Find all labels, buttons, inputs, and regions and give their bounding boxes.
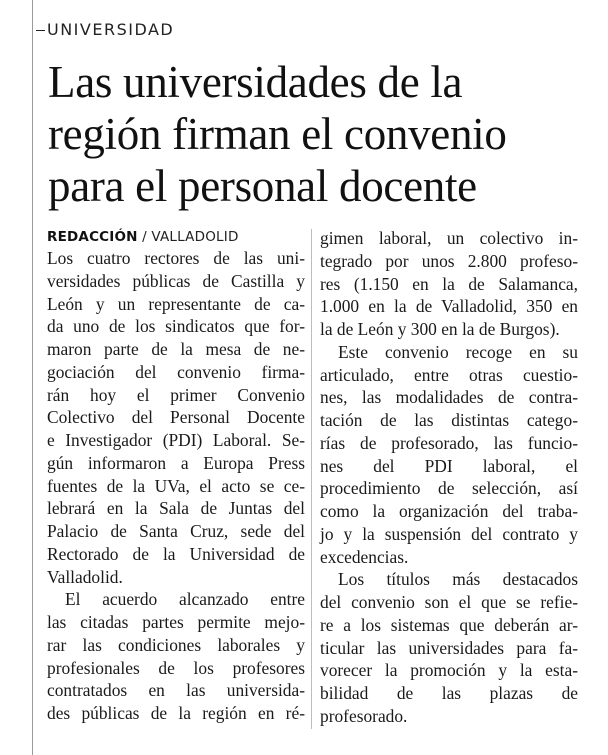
byline-author: REDACCIÓN bbox=[47, 229, 138, 245]
text-line: vorecer la promoción y la esta- bbox=[320, 660, 578, 681]
text-line: Este convenio recoge en su bbox=[338, 341, 578, 362]
text-line: bilidad de las plazas de bbox=[320, 683, 578, 703]
text-line: res (1.150 en la de Salamanca, bbox=[320, 273, 578, 294]
headline-line-2: región firman el convenio bbox=[48, 109, 507, 159]
text-line: profesorado. bbox=[320, 705, 408, 726]
text-line: profesionales de los profesores bbox=[47, 657, 305, 678]
text-line: las citadas partes permite mejo- bbox=[47, 612, 305, 632]
headline-line-1: Las universidades de la bbox=[48, 57, 463, 107]
paragraph-1 bbox=[47, 247, 305, 588]
text-line: contratados en las universida- bbox=[47, 680, 305, 701]
text-line: León y un representante de ca- bbox=[47, 293, 305, 314]
text-line: rías de profesorado, las funcio- bbox=[320, 432, 578, 453]
paragraph-4 bbox=[320, 341, 578, 569]
text-line: excedencias. bbox=[320, 546, 409, 567]
text-line: fuentes de la UVa, el acto se ce- bbox=[47, 475, 305, 496]
text-line: ticular las universidades para fa- bbox=[320, 637, 578, 658]
section-label: UNIVERSIDAD bbox=[47, 20, 175, 39]
text-line: rán hoy el primer Convenio bbox=[47, 384, 305, 405]
column-divider bbox=[311, 229, 312, 729]
paragraph-3 bbox=[320, 227, 578, 341]
text-line: procedimiento de selección, así bbox=[320, 478, 578, 499]
text-line: versidades públicas de Castilla y bbox=[47, 270, 305, 291]
text-line: tegrado por unos 2.800 profeso- bbox=[320, 250, 578, 271]
article-column-left bbox=[47, 227, 305, 725]
text-line: lebrará en la Sala de Juntas del bbox=[47, 498, 305, 519]
text-line: nes del PDI laboral, el bbox=[320, 455, 578, 476]
paragraph-2 bbox=[47, 588, 305, 725]
text-line: da uno de los sindicatos que for- bbox=[47, 316, 305, 337]
byline-separator: / bbox=[137, 229, 152, 245]
text-line: Los cuatro rectores de las uni- bbox=[47, 248, 305, 268]
text-line: El acuerdo alcanzado entre bbox=[65, 589, 305, 610]
byline-location: VALLADOLID bbox=[151, 229, 239, 245]
text-line: re a los sistemas que deberán ar- bbox=[320, 614, 578, 635]
text-line: Los títulos más destacados bbox=[338, 569, 578, 590]
article-column-right bbox=[320, 227, 578, 728]
text-line: del convenio son el que se refie- bbox=[320, 592, 578, 612]
text-line: tación de las distintas catego- bbox=[320, 410, 578, 430]
text-line: Colectivo del Personal Docente bbox=[47, 407, 305, 428]
headline bbox=[48, 56, 608, 212]
text-line: Palacio de Santa Cruz, sede del bbox=[47, 521, 305, 541]
text-line: gimen laboral, un colectivo in- bbox=[320, 228, 578, 248]
text-line: Valladolid. bbox=[47, 566, 123, 587]
text-line: gún informaron a Europa Press bbox=[47, 452, 305, 473]
text-line: rar las condiciones laborales y bbox=[47, 634, 305, 655]
paragraph-5 bbox=[320, 568, 578, 727]
page-edge-rule bbox=[32, 0, 33, 755]
headline-line-3: para el personal docente bbox=[48, 161, 477, 211]
text-line: des públicas de la región en ré- bbox=[47, 703, 305, 723]
text-line: nes, las modalidades de contra- bbox=[320, 387, 578, 408]
text-line: 1.000 en la de Valladolid, 350 en bbox=[320, 296, 578, 317]
text-line: Rectorado de la Universidad de bbox=[47, 543, 305, 564]
text-line: como la organización del traba- bbox=[320, 501, 578, 521]
text-line: jo y la suspensión del contrato y bbox=[320, 523, 578, 544]
text-line: la de León y 300 en la de Burgos). bbox=[320, 319, 560, 339]
section-dash bbox=[36, 30, 45, 31]
text-line: e Investigador (PDI) Laboral. Se- bbox=[47, 430, 305, 450]
byline bbox=[47, 227, 305, 247]
text-line: gociación del convenio firma- bbox=[47, 361, 305, 382]
text-line: articulado, entre otras cuestio- bbox=[320, 364, 578, 385]
text-line: maron parte de la mesa de ne- bbox=[47, 339, 305, 359]
